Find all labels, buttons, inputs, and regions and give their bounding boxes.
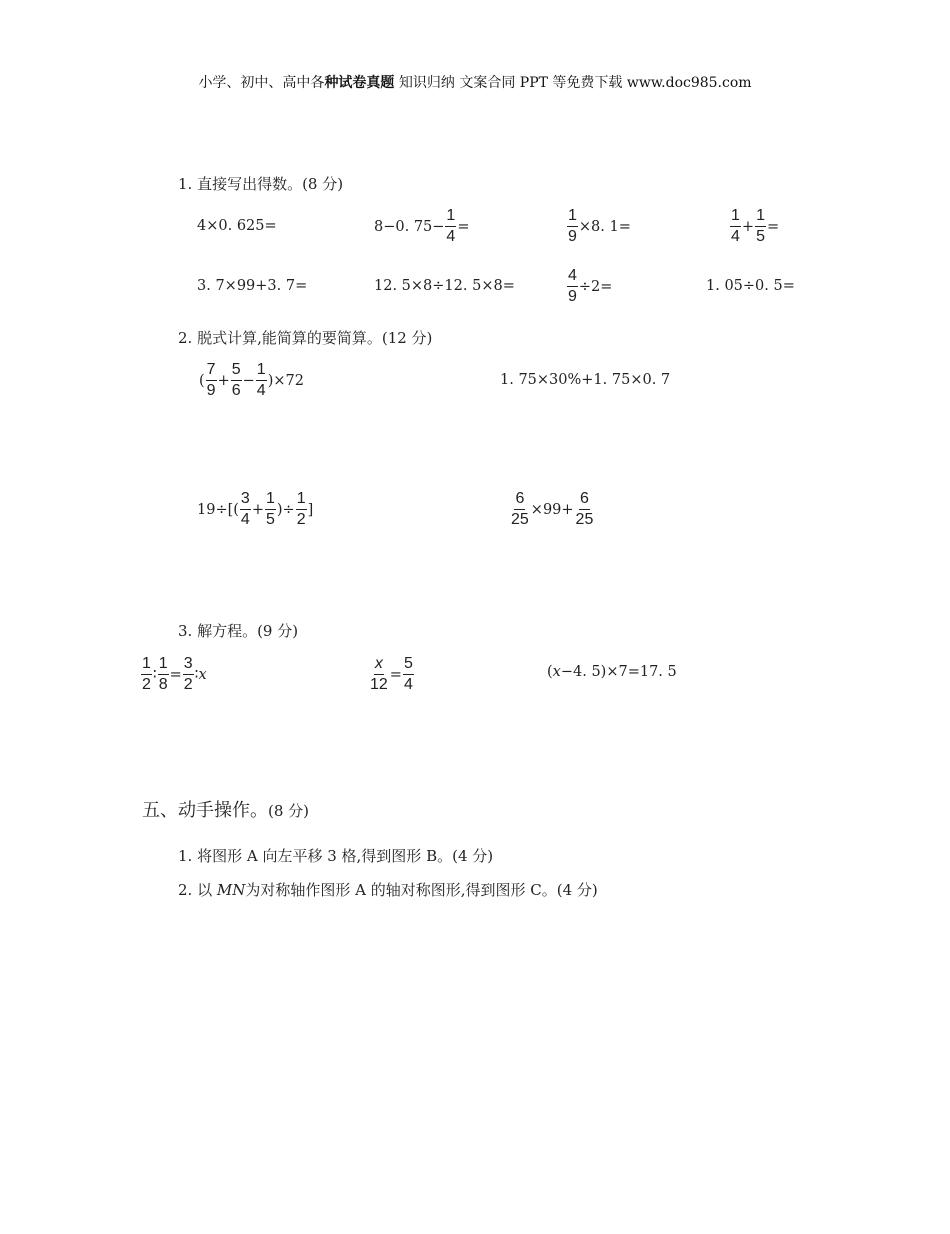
section-5-item-2: [178, 879, 598, 900]
fraction: [256, 362, 267, 399]
q2-expr-b: [500, 372, 670, 388]
q3-equation-c: [547, 664, 677, 680]
q1-expr-7: [566, 268, 612, 305]
expr-text: 1. 75×30%+1. 75×0. 7: [500, 372, 671, 388]
section-5-item-1: 1. 将图形 A 向左平移 3 格,得到图形 B。(4 分): [178, 847, 494, 865]
q1-expr-3: [566, 208, 631, 245]
section-title: 五、动手操作。: [142, 800, 268, 821]
numerator: 1: [265, 491, 276, 510]
expr-text: 8−0. 75−: [374, 218, 445, 235]
fraction: [296, 491, 307, 528]
numerator: 5: [231, 362, 242, 381]
denominator: 4: [403, 676, 413, 693]
q1-expr-5: [197, 278, 307, 294]
fraction: [567, 268, 578, 305]
numerator: 6: [579, 491, 590, 510]
item-text: 为对称轴作图形 A 的轴对称图形,得到图形 C。(4 分): [245, 881, 598, 899]
fraction: [403, 656, 414, 693]
expr-text: 19÷[(: [197, 501, 239, 518]
denominator: 5: [265, 511, 275, 528]
numerator: 3: [183, 656, 194, 675]
numerator: 1: [445, 208, 456, 227]
q1-expr-8: [706, 278, 795, 294]
q3-equation-b: [368, 656, 415, 693]
fraction: [240, 491, 251, 528]
operator: +: [217, 372, 230, 389]
variable-x: x: [552, 664, 561, 680]
fraction: [510, 491, 530, 528]
q2-expr-a: [199, 362, 304, 399]
item-text: 2. 以: [178, 881, 217, 899]
paren: (: [547, 664, 553, 680]
denominator: 25: [575, 511, 594, 528]
section-5-heading: [142, 796, 309, 822]
numerator: 3: [240, 491, 251, 510]
expr-text: 4×0. 625=: [197, 218, 277, 234]
q1-title: 1. 直接写出得数。(8 分): [178, 175, 344, 193]
q2-expr-d: [509, 491, 595, 528]
denominator: 4: [240, 511, 250, 528]
expr-text: 12. 5×8÷12. 5×8=: [374, 278, 515, 294]
denominator: 2: [296, 511, 306, 528]
numerator: 1: [730, 208, 741, 227]
ratio-colon: ∶: [152, 666, 157, 683]
numerator: 1: [158, 656, 169, 675]
expr-text: )÷: [276, 501, 295, 518]
denominator: 4: [731, 228, 740, 245]
expr-text: =: [457, 218, 470, 235]
variable-x: x: [198, 666, 207, 683]
fraction: [158, 656, 169, 693]
q3-title: 3. 解方程。(9 分): [178, 622, 299, 640]
denominator: 2: [183, 676, 193, 693]
denominator: 9: [568, 228, 577, 245]
operator: =: [389, 666, 402, 683]
fraction: [183, 656, 194, 693]
q1-expr-1: [197, 218, 277, 234]
q3-equation-a: [140, 656, 207, 693]
header-text-a: 小学、初中、高中各: [198, 75, 325, 91]
numerator: 1: [755, 208, 766, 227]
numerator: 6: [514, 491, 525, 510]
fraction: [755, 208, 766, 245]
header-text-c: 知识归纳 文案合同 PPT 等免费下载 www.doc985.com: [394, 75, 752, 91]
numerator: 4: [567, 268, 578, 287]
page-header: [0, 72, 950, 92]
section-points: (8 分): [268, 802, 310, 820]
fraction: [730, 208, 741, 245]
denominator: 2: [142, 676, 151, 693]
fraction: [206, 362, 217, 399]
expr-text: =: [766, 218, 780, 235]
expr-text: −4. 5)×7=17. 5: [560, 664, 677, 680]
operator: −: [242, 372, 255, 389]
numerator: x: [374, 656, 384, 675]
expr-text: 3. 7×99+3. 7=: [197, 278, 308, 294]
denominator: 4: [256, 382, 266, 399]
numerator: 1: [296, 491, 307, 510]
denominator: 6: [231, 382, 241, 399]
denominator: 5: [756, 228, 765, 245]
expr-text: ×8. 1=: [578, 218, 631, 235]
fraction: [445, 208, 456, 245]
fraction: [231, 362, 242, 399]
operator: +: [741, 218, 755, 235]
ratio-colon: ∶: [194, 666, 199, 683]
denominator: 8: [158, 676, 168, 693]
expr-text: 1. 05÷0. 5=: [706, 278, 795, 294]
q1-expr-6: [374, 278, 515, 294]
denominator: 4: [446, 228, 456, 245]
q1-expr-2: [374, 208, 469, 245]
header-text-b: 种试卷真题: [324, 75, 395, 91]
fraction: [575, 491, 595, 528]
fraction: [141, 656, 152, 693]
numerator: 1: [567, 208, 578, 227]
q2-title: 2. 脱式计算,能简算的要简算。(12 分): [178, 329, 433, 347]
numerator: 5: [403, 656, 414, 675]
denominator: 25: [511, 511, 529, 528]
axis-label-mn: MN: [216, 881, 246, 899]
denominator: 9: [206, 382, 216, 399]
fraction: [567, 208, 578, 245]
numerator: 7: [206, 362, 217, 381]
expr-text: ×99+: [530, 501, 574, 518]
q1-expr-4: [729, 208, 779, 245]
expr-text: )×72: [267, 372, 304, 389]
q2-expr-c: [197, 491, 313, 528]
operator: +: [251, 501, 264, 518]
denominator: 12: [370, 676, 388, 693]
operator: =: [169, 666, 182, 683]
denominator: 9: [568, 288, 577, 305]
expr-text: ]: [307, 501, 314, 518]
paren: (: [199, 372, 205, 389]
numerator: 1: [141, 656, 152, 675]
numerator: 1: [256, 362, 267, 381]
fraction: [265, 491, 276, 528]
expr-text: ÷2=: [578, 278, 613, 295]
fraction: [369, 656, 389, 693]
